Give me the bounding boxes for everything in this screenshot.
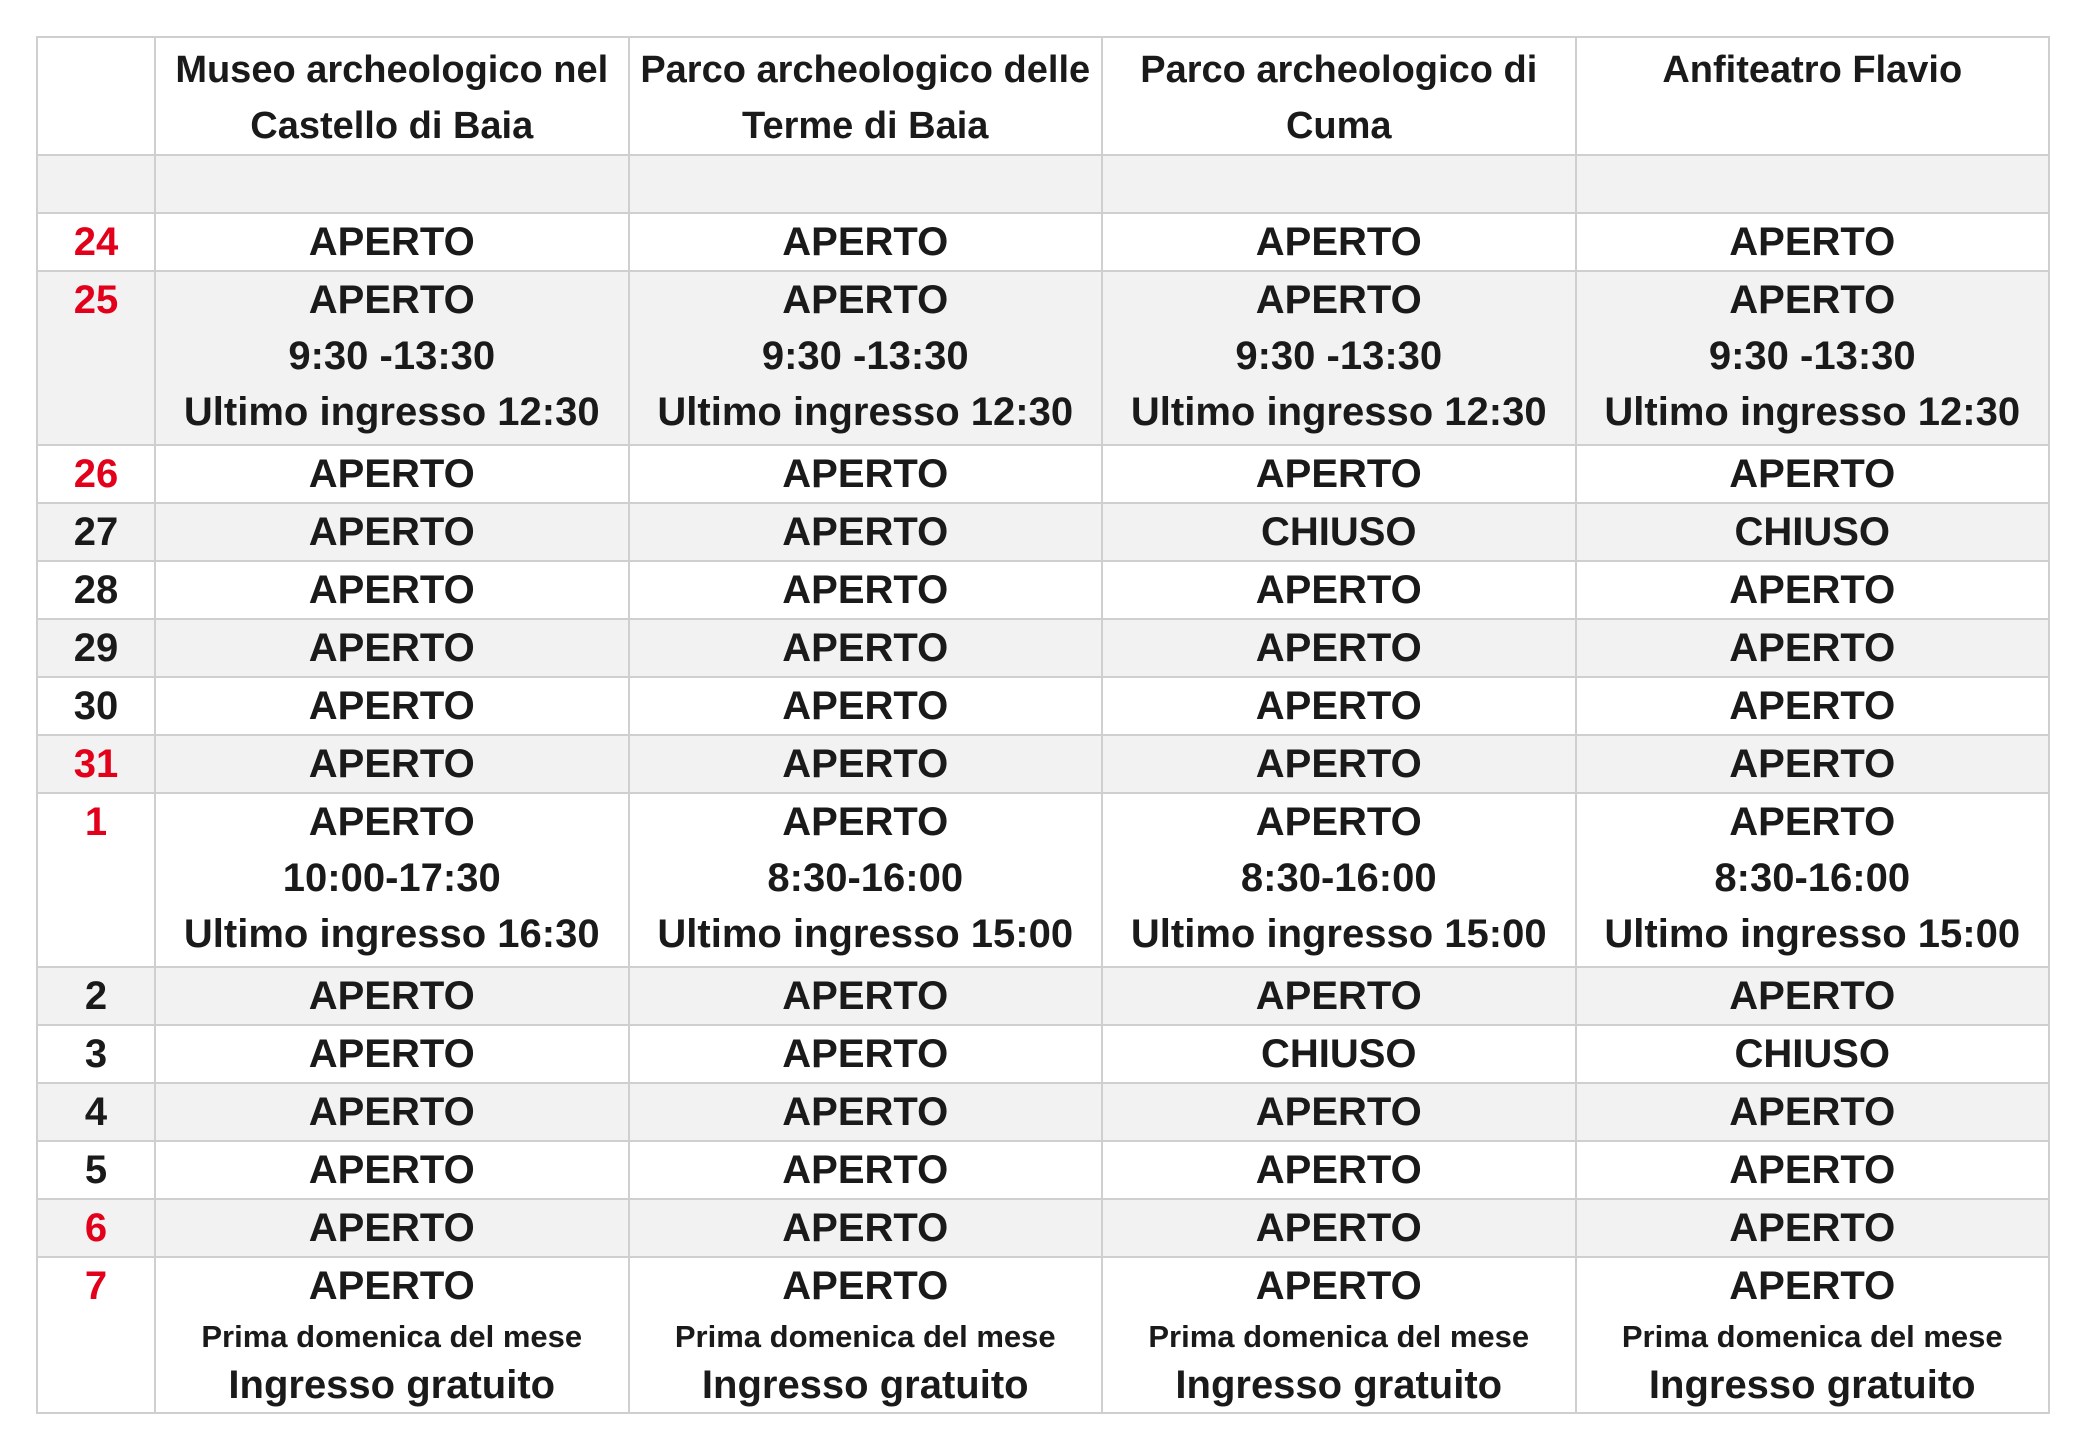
day-cell: 2 [37, 967, 155, 1025]
status-cell [1576, 445, 2050, 503]
opening-hours-table [36, 36, 2050, 1414]
status-cell [155, 271, 629, 445]
table-row [37, 1025, 2049, 1083]
status-cell [1102, 793, 1576, 967]
status-label: APERTO [308, 1032, 475, 1076]
hours-label: 9:30 -13:30 [761, 334, 969, 378]
status-label: APERTO [782, 220, 949, 264]
status-label: APERTO [308, 1206, 475, 1250]
hours-label: Prima domenica del mese [1148, 1319, 1530, 1354]
status-cell [1576, 213, 2050, 271]
status-cell [1102, 445, 1576, 503]
status-cell [1576, 503, 2050, 561]
status-label: CHIUSO [1734, 510, 1891, 554]
status-cell [1102, 213, 1576, 271]
spacer-cell [1576, 155, 2050, 213]
status-label: CHIUSO [1734, 1032, 1891, 1076]
status-label: APERTO [308, 1148, 475, 1192]
status-label: APERTO [1729, 974, 1896, 1018]
status-label: APERTO [308, 1090, 475, 1134]
hours-label: 9:30 -13:30 [288, 334, 496, 378]
status-cell [1102, 561, 1576, 619]
note-label: Ingresso gratuito [228, 1363, 556, 1407]
table-row [37, 561, 2049, 619]
note-label: Ingresso gratuito [1648, 1363, 1976, 1407]
hours-label: Prima domenica del mese [1621, 1319, 2003, 1354]
status-cell [1576, 967, 2050, 1025]
status-cell [629, 677, 1103, 735]
note-label: Ultimo ingresso 12:30 [1604, 390, 2021, 434]
spacer-row [37, 155, 2049, 213]
status-label: APERTO [782, 1264, 949, 1308]
table-row [37, 503, 2049, 561]
status-label: APERTO [308, 684, 475, 728]
status-cell [629, 735, 1103, 793]
status-label: APERTO [1255, 1206, 1422, 1250]
status-label: APERTO [1729, 278, 1896, 322]
table-row [37, 677, 2049, 735]
status-label: APERTO [308, 1264, 475, 1308]
hours-label: Prima domenica del mese [674, 1319, 1056, 1354]
table-row [37, 1141, 2049, 1199]
header-anfiteatro: Anfiteatro Flavio [1576, 37, 2050, 155]
status-label: APERTO [782, 1090, 949, 1134]
status-cell [155, 1141, 629, 1199]
status-label: APERTO [782, 800, 949, 844]
day-cell: 4 [37, 1083, 155, 1141]
status-cell [155, 1257, 629, 1413]
status-cell [1576, 271, 2050, 445]
status-label: APERTO [1729, 1148, 1896, 1192]
status-label: APERTO [1729, 626, 1896, 670]
hours-label: 8:30-16:00 [1240, 856, 1437, 900]
note-label: Ingresso gratuito [1175, 1363, 1503, 1407]
hours-label: 9:30 -13:30 [1708, 334, 1916, 378]
status-label: APERTO [1255, 1090, 1422, 1134]
note-label: Ultimo ingresso 16:30 [183, 912, 600, 956]
status-label: APERTO [1255, 1264, 1422, 1308]
status-cell [629, 503, 1103, 561]
status-cell [1576, 619, 2050, 677]
status-cell [1576, 1025, 2050, 1083]
status-cell [629, 1257, 1103, 1413]
status-label: APERTO [1255, 1148, 1422, 1192]
day-cell: 29 [37, 619, 155, 677]
table-row [37, 271, 2049, 445]
day-cell: 31 [37, 735, 155, 793]
status-label: APERTO [1255, 626, 1422, 670]
status-cell [1102, 735, 1576, 793]
status-cell [629, 213, 1103, 271]
status-cell [155, 677, 629, 735]
status-cell [629, 1199, 1103, 1257]
status-label: APERTO [308, 220, 475, 264]
status-cell [155, 735, 629, 793]
status-cell [1576, 561, 2050, 619]
status-cell [1102, 1025, 1576, 1083]
status-cell [629, 445, 1103, 503]
status-label: APERTO [1729, 684, 1896, 728]
table-row [37, 967, 2049, 1025]
status-label: APERTO [1729, 568, 1896, 612]
status-label: APERTO [1255, 742, 1422, 786]
status-label: APERTO [308, 742, 475, 786]
status-cell [1102, 1141, 1576, 1199]
status-cell [629, 271, 1103, 445]
status-label: APERTO [1255, 568, 1422, 612]
status-label: APERTO [308, 568, 475, 612]
status-cell [1102, 619, 1576, 677]
header-terme-baia: Parco archeologico delle Terme di Baia [629, 37, 1103, 155]
status-cell [1576, 1199, 2050, 1257]
table-row [37, 735, 2049, 793]
status-label: APERTO [1255, 452, 1422, 496]
status-cell [629, 1141, 1103, 1199]
status-cell [155, 213, 629, 271]
day-cell: 3 [37, 1025, 155, 1083]
status-label: APERTO [1255, 220, 1422, 264]
status-label: APERTO [1729, 220, 1896, 264]
spacer-cell [629, 155, 1103, 213]
note-label: Ingresso gratuito [701, 1363, 1029, 1407]
day-cell: 26 [37, 445, 155, 503]
hours-label: 9:30 -13:30 [1235, 334, 1443, 378]
status-label: APERTO [782, 1032, 949, 1076]
status-label: APERTO [1255, 974, 1422, 1018]
header-day [37, 37, 155, 155]
spacer-cell [1102, 155, 1576, 213]
status-cell [1102, 677, 1576, 735]
hours-label: Prima domenica del mese [201, 1319, 583, 1354]
status-label: APERTO [1729, 800, 1896, 844]
status-cell [1102, 271, 1576, 445]
day-cell: 24 [37, 213, 155, 271]
note-label: Ultimo ingresso 12:30 [657, 390, 1074, 434]
note-label: Ultimo ingresso 15:00 [1604, 912, 2021, 956]
table-row [37, 1257, 2049, 1413]
status-label: APERTO [782, 974, 949, 1018]
status-label: APERTO [1729, 1264, 1896, 1308]
status-cell [155, 1025, 629, 1083]
status-label: APERTO [782, 510, 949, 554]
status-cell [1576, 793, 2050, 967]
status-label: APERTO [308, 800, 475, 844]
status-cell [155, 967, 629, 1025]
hours-label: 10:00-17:30 [282, 856, 501, 900]
status-label: APERTO [1255, 800, 1422, 844]
table-row [37, 619, 2049, 677]
status-cell [1576, 735, 2050, 793]
status-label: APERTO [308, 452, 475, 496]
status-label: APERTO [308, 510, 475, 554]
day-cell: 27 [37, 503, 155, 561]
header-row [37, 37, 2049, 155]
status-cell [1102, 1199, 1576, 1257]
day-cell: 6 [37, 1199, 155, 1257]
status-label: APERTO [1729, 1206, 1896, 1250]
status-label: APERTO [782, 1206, 949, 1250]
status-cell [155, 503, 629, 561]
hours-label: 8:30-16:00 [767, 856, 964, 900]
status-cell [629, 1083, 1103, 1141]
status-label: APERTO [1729, 452, 1896, 496]
header-cuma: Parco archeologico di Cuma [1102, 37, 1576, 155]
spacer-cell [37, 155, 155, 213]
status-cell [155, 561, 629, 619]
status-cell [155, 445, 629, 503]
day-cell: 5 [37, 1141, 155, 1199]
status-cell [155, 1199, 629, 1257]
status-label: APERTO [308, 626, 475, 670]
status-cell [1576, 1141, 2050, 1199]
status-label: APERTO [782, 1148, 949, 1192]
status-cell [1576, 1257, 2050, 1413]
status-cell [629, 619, 1103, 677]
status-label: APERTO [1729, 742, 1896, 786]
status-cell [1102, 503, 1576, 561]
day-cell: 25 [37, 271, 155, 445]
table-row [37, 1199, 2049, 1257]
status-label: APERTO [1255, 278, 1422, 322]
day-cell: 1 [37, 793, 155, 967]
status-cell [1102, 1257, 1576, 1413]
status-label: APERTO [1729, 1090, 1896, 1134]
status-cell [1102, 1083, 1576, 1141]
status-cell [629, 1025, 1103, 1083]
day-cell: 28 [37, 561, 155, 619]
spacer-cell [155, 155, 629, 213]
table-body [37, 213, 2049, 1413]
table-row [37, 445, 2049, 503]
table-row [37, 213, 2049, 271]
header-museo-baia: Museo archeologico nel Castello di Baia [155, 37, 629, 155]
day-cell: 30 [37, 677, 155, 735]
note-label: Ultimo ingresso 12:30 [1130, 390, 1547, 434]
table-row [37, 1083, 2049, 1141]
status-cell [1576, 1083, 2050, 1141]
status-label: APERTO [782, 452, 949, 496]
status-cell [629, 561, 1103, 619]
status-label: APERTO [308, 974, 475, 1018]
status-cell [155, 1083, 629, 1141]
status-cell [155, 619, 629, 677]
day-cell: 7 [37, 1257, 155, 1413]
status-cell [629, 793, 1103, 967]
status-cell [155, 793, 629, 967]
note-label: Ultimo ingresso 15:00 [657, 912, 1074, 956]
status-label: APERTO [782, 684, 949, 728]
status-label: APERTO [782, 742, 949, 786]
hours-label: 8:30-16:00 [1714, 856, 1911, 900]
status-label: APERTO [782, 626, 949, 670]
status-cell [1576, 677, 2050, 735]
status-label: APERTO [782, 278, 949, 322]
status-label: CHIUSO [1260, 510, 1417, 554]
note-label: Ultimo ingresso 12:30 [183, 390, 600, 434]
status-cell [1102, 967, 1576, 1025]
status-label: APERTO [308, 278, 475, 322]
status-label: APERTO [1255, 684, 1422, 728]
status-label: CHIUSO [1260, 1032, 1417, 1076]
status-label: APERTO [782, 568, 949, 612]
status-cell [629, 967, 1103, 1025]
table-row [37, 793, 2049, 967]
note-label: Ultimo ingresso 15:00 [1130, 912, 1547, 956]
